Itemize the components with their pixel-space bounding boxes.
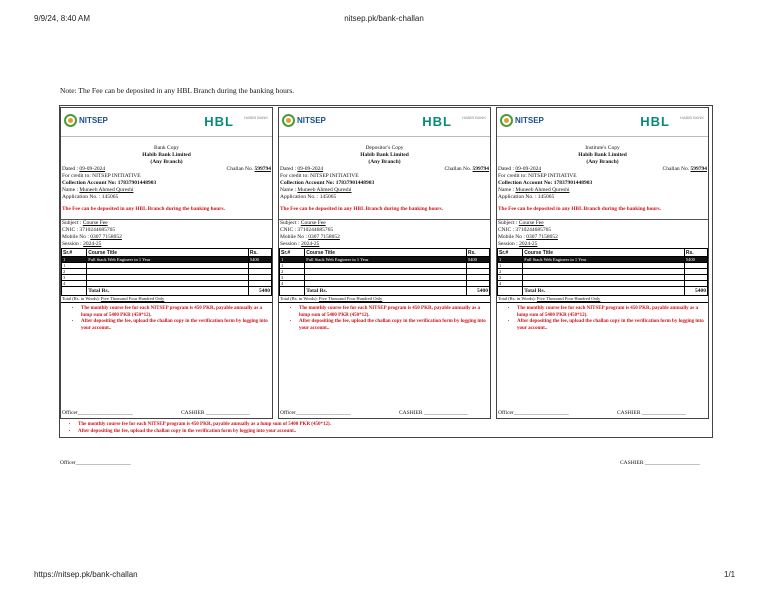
print-page-title: nitsep.pk/bank-challan xyxy=(344,14,424,23)
session: Session : 2024-25 xyxy=(498,241,538,247)
copy-title: Institute's Copy xyxy=(585,145,620,151)
table-row: 4 xyxy=(280,281,490,287)
application-no: Application No. : 145065 xyxy=(498,194,555,200)
branch: (Any Branch) xyxy=(368,159,401,165)
table-row: 2 xyxy=(498,269,708,275)
course-table xyxy=(279,248,490,296)
dated-row: Dated : 09-09-2024 Challan No. 599794 xyxy=(62,166,271,172)
bank-name: Habib Bank Limited xyxy=(142,152,191,158)
copy-note-2: • After depositing the fee, upload the challan copy in the verification form by logging into your account.. xyxy=(517,319,708,332)
logo-bar xyxy=(279,108,490,137)
copy-notes xyxy=(497,306,708,332)
mobile: Mobile No : 0307 7158052 xyxy=(498,234,558,240)
table-row: 3 xyxy=(62,275,272,281)
copy-note-1: • The monthly course fee for each NITSEP program is 450 PKR, payable annually as a lump sum of 5400 PKR (450*12). xyxy=(517,306,708,319)
table-row: 3 xyxy=(280,275,490,281)
session: Session : 2024-25 xyxy=(62,241,102,247)
hbl-subtitle: HABIB BANK xyxy=(461,115,486,120)
logo-bar xyxy=(61,108,272,137)
copy-title: Bank Copy xyxy=(154,145,179,151)
logo-bar xyxy=(497,108,708,137)
copy-note-2: • After depositing the fee, upload the challan copy in the verification form by logging into your account.. xyxy=(299,319,490,332)
table-total-row: Total Rs. 5400 xyxy=(62,287,272,296)
table-row: 2 xyxy=(62,269,272,275)
table-row: 3 xyxy=(498,275,708,281)
nitsep-seal-icon xyxy=(64,114,77,127)
mobile: Mobile No : 0307 7158052 xyxy=(280,234,340,240)
course-table xyxy=(61,248,272,296)
nitsep-seal-icon xyxy=(282,114,295,127)
nitsep-logo: NITSEP xyxy=(64,114,108,127)
officer-signature: Officer____________________ xyxy=(62,410,133,416)
credit-to: For credit to: NITSEP INITIATIVE xyxy=(498,173,577,179)
hbl-logo: HBL xyxy=(422,114,452,129)
cashier-signature: CASHIER ________________ xyxy=(617,410,686,416)
table-row: 1 Full Stack Web Engineer in 1 Year 5400 xyxy=(280,257,490,263)
challan-copy-3 xyxy=(496,107,709,419)
copy-note-2: • After depositing the fee, upload the challan copy in the verification form by logging into your account.. xyxy=(81,319,272,332)
credit-to: For credit to: NITSEP INITIATIVE xyxy=(62,173,141,179)
dated-row: Dated : 09-09-2024 Challan No. 599794 xyxy=(498,166,707,172)
subject: Subject : Course Fee xyxy=(62,220,108,226)
print-url: https://nitsep.pk/bank-challan xyxy=(34,570,138,579)
bottom-officer-signature: Officer____________________ xyxy=(60,460,131,466)
subject: Subject : Course Fee xyxy=(280,220,326,226)
dated-row: Dated : 09-09-2024 Challan No. 599794 xyxy=(280,166,489,172)
table-row: 4 xyxy=(62,281,272,287)
depositor-name: Name : Muneeb Ahmed Qureshi xyxy=(62,187,134,193)
cashier-signature: CASHIER ________________ xyxy=(181,410,250,416)
credit-to: For credit to: NITSEP INITIATIVE xyxy=(280,173,359,179)
table-row: 2 xyxy=(280,269,490,275)
table-header: Sr.# Course Title Rs. xyxy=(62,249,272,257)
challan-copy-2 xyxy=(278,107,491,419)
table-total-row: Total Rs. 5400 xyxy=(280,287,490,296)
hbl-logo: HBL xyxy=(640,114,670,129)
table-row: 1 xyxy=(280,263,490,269)
officer-signature: Officer____________________ xyxy=(280,410,351,416)
collection-account: Collection Account No: 17837901448903 xyxy=(280,180,375,186)
session: Session : 2024-25 xyxy=(280,241,320,247)
nitsep-seal-icon xyxy=(500,114,513,127)
copy-title: Depositor's Copy xyxy=(365,145,404,151)
cnic: CNIC : 3710244685765 xyxy=(280,227,334,233)
depositor-name: Name : Muneeb Ahmed Qureshi xyxy=(498,187,570,193)
deposit-warning: The Fee can be deposited in any HBL Branch during the banking hours. xyxy=(62,206,225,212)
nitsep-logo: NITSEP xyxy=(282,114,326,127)
collection-account: Collection Account No: 17837901448903 xyxy=(62,180,157,186)
nitsep-logo: NITSEP xyxy=(500,114,544,127)
deposit-warning: The Fee can be deposited in any HBL Branch during the banking hours. xyxy=(498,206,661,212)
table-row: 4 xyxy=(498,281,708,287)
copy-note-1: • The monthly course fee for each NITSEP program is 450 PKR, payable annually as a lump sum of 5400 PKR (450*12). xyxy=(81,306,272,319)
print-datetime: 9/9/24, 8:40 AM xyxy=(34,14,91,23)
bottom-notes xyxy=(58,422,728,435)
bottom-note-2: • After depositing the fee, upload the challan copy in the verification form by logging into your account.. xyxy=(78,429,728,436)
hbl-subtitle: HABIB BANK xyxy=(679,115,704,120)
table-row: 1 xyxy=(62,263,272,269)
hbl-logo: HBL xyxy=(204,114,234,129)
subject: Subject : Course Fee xyxy=(498,220,544,226)
cnic: CNIC : 3710244685765 xyxy=(498,227,552,233)
depositor-name: Name : Muneeb Ahmed Qureshi xyxy=(280,187,352,193)
course-table xyxy=(497,248,708,296)
hbl-subtitle: HABIB BANK xyxy=(243,115,268,120)
table-row: 1 Full Stack Web Engineer in 1 Year 5400 xyxy=(498,257,708,263)
deposit-warning: The Fee can be deposited in any HBL Branch during the banking hours. xyxy=(280,206,443,212)
branch: (Any Branch) xyxy=(150,159,183,165)
application-no: Application No. : 145065 xyxy=(62,194,119,200)
bottom-cashier-signature: CASHIER ____________________ xyxy=(620,460,700,466)
table-row: 1 xyxy=(498,263,708,269)
deposit-note: Note: The Fee can be deposited in any HBL Branch during the banking hours. xyxy=(60,86,295,95)
amount-in-words: Total (Rs. in Words): Five Thousand Four Hundred Only xyxy=(497,296,708,303)
cashier-signature: CASHIER ________________ xyxy=(399,410,468,416)
table-header: Sr.# Course Title Rs. xyxy=(280,249,490,257)
officer-signature: Officer____________________ xyxy=(498,410,569,416)
collection-account: Collection Account No: 17837901448903 xyxy=(498,180,593,186)
copy-note-1: • The monthly course fee for each NITSEP program is 450 PKR, payable annually as a lump sum of 5400 PKR (450*12). xyxy=(299,306,490,319)
amount-in-words: Total (Rs. in Words): Five Thousand Four Hundred Only xyxy=(61,296,272,303)
copy-notes xyxy=(61,306,272,332)
amount-in-words: Total (Rs. in Words): Five Thousand Four Hundred Only xyxy=(279,296,490,303)
table-row: 1 Full Stack Web Engineer in 1 Year 5400 xyxy=(62,257,272,263)
branch: (Any Branch) xyxy=(586,159,619,165)
bottom-note-1: • The monthly course fee for each NITSEP program is 450 PKR, payable annually as a lump sum of 5400 PKR (450*12). xyxy=(78,422,728,429)
challan-copy-1 xyxy=(60,107,273,419)
application-no: Application No. : 145065 xyxy=(280,194,337,200)
cnic: CNIC : 3710244685765 xyxy=(62,227,116,233)
print-page-number: 1/1 xyxy=(724,570,736,579)
table-header: Sr.# Course Title Rs. xyxy=(498,249,708,257)
mobile: Mobile No : 0307 7158052 xyxy=(62,234,122,240)
bank-name: Habib Bank Limited xyxy=(578,152,627,158)
bank-name: Habib Bank Limited xyxy=(360,152,409,158)
copy-notes xyxy=(279,306,490,332)
table-total-row: Total Rs. 5400 xyxy=(498,287,708,296)
